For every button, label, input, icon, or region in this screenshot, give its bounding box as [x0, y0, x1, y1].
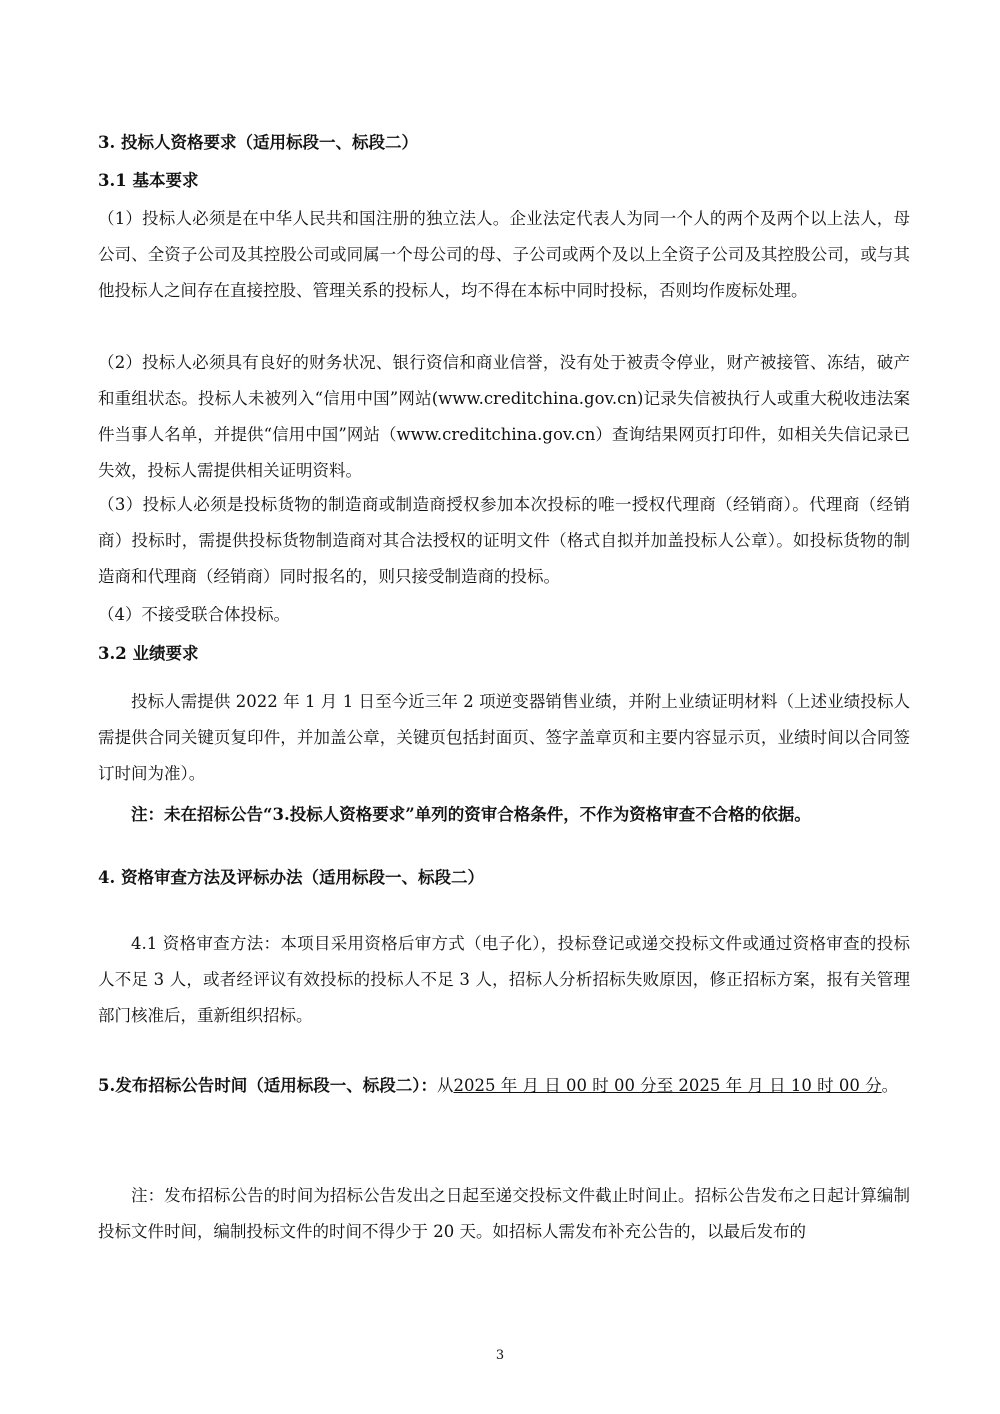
section-3-1-item-2: （2）投标人必须具有良好的财务状况、银行资信和商业信誉，没有处于被责令停业，财产被接管、冻结，破产和重组状态。投标人未被列入“信用中国”网站(www.creditchina.gov.cn)记录失信被执行人或重大税收违法案件当事人名单，并提供“信用中国”网站（www.creditchina.gov.cn）查询结果网页打印件，如相关失信记录已失效，投标人需提供相关证明资料。	[98, 353, 910, 480]
section-5-from: 从	[436, 1076, 454, 1095]
section-5-end: 。	[881, 1076, 899, 1095]
section-4-heading: 4. 资格审查方法及评标办法（适用标段一、标段二）	[98, 868, 484, 887]
section-5-line	[98, 1068, 910, 1104]
section-5-note: 注：发布招标公告的时间为招标公告发出之日起至递交投标文件截止时间止。招标公告发布之日起计算编制投标文件时间，编制投标文件的时间不得少于 20 天。如招标人需发布补充公告的，以最后发布的	[98, 1186, 910, 1241]
section-3-1-heading: 3.1 基本要求	[98, 171, 199, 190]
section-3-1-item-4: （4）不接受联合体投标。	[98, 605, 290, 624]
section-3-1-item-3: （3）投标人必须是投标货物的制造商或制造商授权参加本次投标的唯一授权代理商（经销商）。代理商（经销商）投标时，需提供投标货物制造商对其合法授权的证明文件（格式自拟并加盖投标人公章）。如投标货物的制造商和代理商（经销商）同时报名的，则只接受制造商的投标。	[98, 495, 910, 586]
section-3-2-heading: 3.2 业绩要求	[98, 644, 199, 663]
section-3-2-paragraph: 投标人需提供 2022 年 1 月 1 日至今近三年 2 项逆变器销售业绩，并附上业绩证明材料（上述业绩投标人需提供合同关键页复印件，并加盖公章，关键页包括封面页、签字盖章页和主要内容显示页，业绩时间以合同签订时间为准）。	[98, 692, 910, 783]
section-4-1-paragraph: 4.1 资格审查方法：本项目采用资格后审方式（电子化），投标登记或递交投标文件或通过资格审查的投标人不足 3 人，或者经评议有效投标的投标人不足 3 人，招标人分析招标失败原因，修正招标方案，报有关管理部门核准后，重新组织招标。	[98, 934, 910, 1025]
section-3-heading: 3. 投标人资格要求（适用标段一、标段二）	[98, 133, 418, 152]
section-5-time-range: 2025 年 月 日 00 时 00 分至 2025 年 月 日 10 时 00 分	[453, 1076, 882, 1095]
section-3-note: 注：未在招标公告“3.投标人资格要求”单列的资审合格条件，不作为资格审查不合格的依据。	[131, 805, 811, 824]
page-number: 3	[495, 1348, 505, 1363]
section-3-1-item-1: （1）投标人必须是在中华人民共和国注册的独立法人。企业法定代表人为同一个人的两个及两个以上法人，母公司、全资子公司及其控股公司或同属一个母公司的母、子公司或两个及以上全资子公司及其控股公司，或与其他投标人之间存在直接控股、管理关系的投标人，均不得在本标中同时投标，否则均作废标处理。	[98, 209, 910, 300]
section-5-heading: 5.发布招标公告时间（适用标段一、标段二）：	[98, 1076, 437, 1095]
